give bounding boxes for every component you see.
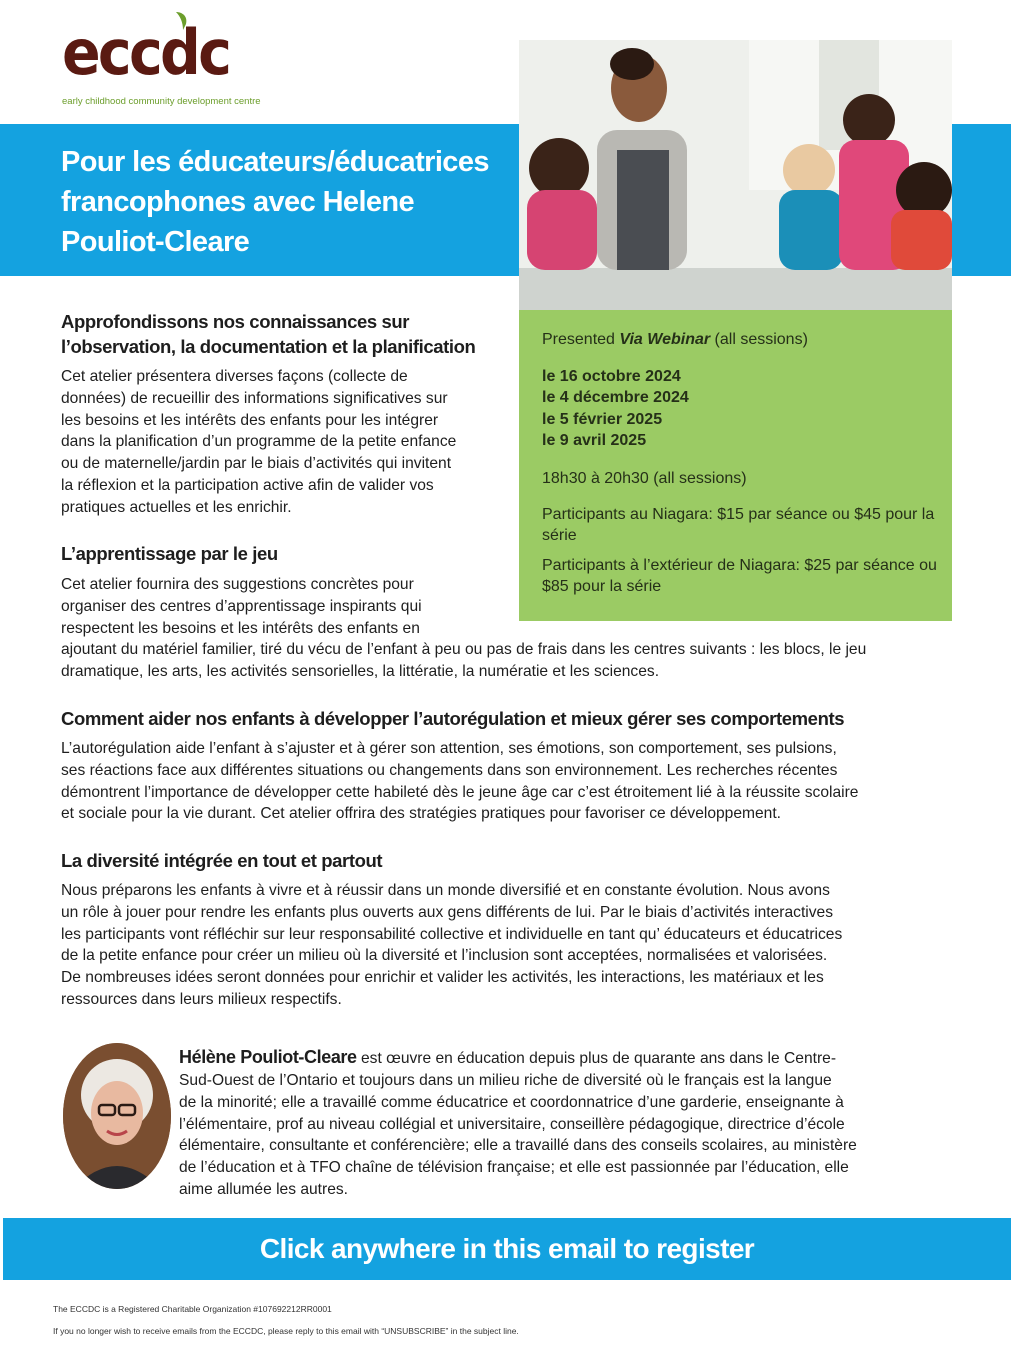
presented-prefix: Presented (542, 331, 620, 348)
presenter-portrait-illustration (63, 1043, 171, 1189)
body-line: de la petite enfance pour créer un milieu où la diversité et l’inclusion sont acceptées, normalisées et valorisées. (61, 947, 828, 965)
section-heading-observation (61, 309, 511, 359)
bio-line: de l’éducation et à TFO chaîne de télévision française; et elle est passionnée par l’éducation, elle (179, 1159, 849, 1177)
body-line: dramatique, les arts, les activités sensorielles, la littératie, la numératie et les sciences. (61, 663, 660, 681)
presenter-portrait (63, 1043, 171, 1189)
section-heading-play: L’apprentissage par le jeu (61, 543, 278, 564)
logo-wordmark: eccdc (62, 16, 230, 89)
body-line: et sociale pour la vie durant. Cet atelier offrira des stratégies pratiques pour favoriser ce développement. (61, 805, 782, 823)
section-body-diversity (61, 880, 961, 1011)
page-title: Pour les éducateurs/éducatrices francophones avec Helene Pouliot-Cleare (61, 146, 489, 258)
section-heading-diversity: La diversité intégrée en tout et partout (61, 850, 383, 871)
body-line: les participants vont réfléchir sur leur responsabilité collective et individuelle en tant qu’ éducateurs et éducatrices (61, 925, 843, 943)
footer-charity: The ECCDC is a Registered Charitable Organization #107692212RR0001 (53, 1304, 332, 1314)
body-line: De nombreuses idées seront données pour enrichir et valider les activités, les interactions, les matériaux et les (61, 969, 824, 987)
presented-via: Via Webinar (619, 331, 711, 348)
presented-suffix: (all sessions) (710, 331, 808, 348)
bio-line (179, 1045, 939, 1070)
session-date: le 9 avril 2025 (542, 432, 647, 449)
session-time: 18h30 à 20h30 (all sessions) (542, 470, 747, 487)
bio-line: élémentaire, consultante et conférencière; elle a travaillé dans des conseils scolaires, au ministère (179, 1137, 857, 1155)
bio-line: Sud-Ouest de l’Ontario et toujours dans un milieu riche de diversité où le français est la langue (179, 1072, 832, 1089)
section-heading-self-regulation: Comment aider nos enfants à développer l’autorégulation et mieux gérer ses comportements (61, 708, 845, 729)
section-body-self-regulation (61, 738, 961, 825)
body-line: la réflexion et la participation active afin de valider vos (61, 476, 434, 494)
bio-first-line: est œuvre en éducation depuis plus de quarante ans dans le Centre- (356, 1050, 837, 1067)
body-line: Nous préparons les enfants à vivre et à réussir dans un monde diversifié et en constante évolution. Nous avons (61, 882, 830, 899)
footer-unsubscribe: If you no longer wish to receive emails from the ECCDC, please reply to this email with “UNSUBSCRIBE” in the subject line. (53, 1326, 519, 1336)
body-line: Cet atelier présentera diverses façons (collecte de (61, 368, 408, 385)
body-line: démontrent l’importance de développer cette habileté dès le jeune âge car c’est étroitement lié à la réussite scolaire (61, 783, 859, 801)
body-line: ajoutant du matériel familier, tiré du vécu de l’enfant à peu ou pas de frais dans les centres suivants : les blocs, le jeu (61, 641, 867, 659)
body-line: données) de recueillir des informations significatives sur (61, 389, 448, 407)
bio-line: aime allumée les autres. (179, 1180, 349, 1198)
body-line: dans la planification d’un programme de la petite enfance (61, 433, 457, 451)
session-date: le 5 février 2025 (542, 411, 663, 428)
body-line: ressources dans leurs milieux respectifs. (61, 990, 342, 1008)
register-cta-banner[interactable] (3, 1218, 1011, 1280)
session-date: le 16 octobre 2024 (542, 368, 681, 385)
heading-line: l’observation, la documentation et la planification (61, 336, 476, 357)
body-line: un rôle à jouer pour rendre les enfants plus ouverts aux gens différents de lui. Par le biais d’activités interactives (61, 903, 834, 921)
teacher-children-illustration (519, 40, 952, 310)
presenter-name: Hélène Pouliot-Cleare (179, 1047, 357, 1067)
price-niagara: Participants au Niagara: $15 par séance ou $45 pour la série (542, 506, 935, 544)
section-body-play (61, 574, 961, 683)
body-line: pratiques actuelles et les enrichir. (61, 498, 292, 516)
section-body-observation (61, 366, 511, 519)
body-line: L’autorégulation aide l’enfant à s’ajuster et à gérer son attention, ses émotions, son comportement, ses pulsions, (61, 740, 837, 757)
presented-line (542, 329, 808, 350)
body-line: les besoins et les intérêts des enfants pour les intégrer (61, 411, 439, 429)
price-outside-niagara: Participants à l’extérieur de Niagara: $25 par séance ou $85 pour la série (542, 557, 937, 595)
body-line: ses réactions face aux différentes situations ou changements dans son environnement. Les recherches récentes (61, 761, 838, 779)
bio-line: l’élémentaire, prof au niveau collégial et universitaire, conseillère pédagogique, directrice d’école (179, 1115, 845, 1133)
session-date: le 4 décembre 2024 (542, 389, 689, 406)
presenter-bio (179, 1045, 939, 1201)
eccdc-logo[interactable] (62, 8, 302, 108)
heading-line: Approfondissons nos connaissances sur (61, 311, 410, 332)
body-line: ou de maternelle/jardin par le biais d’activités qui invitent (61, 455, 452, 473)
body-line: organiser des centres d’apprentissage inspirants qui (61, 597, 422, 615)
register-cta-text[interactable]: Click anywhere in this email to register (259, 1233, 755, 1264)
bio-line: de la minorité; elle a travaillé comme éducatrice et coordonnatrice d’une garderie, enseignante à (179, 1093, 844, 1111)
body-line: respectent les besoins et les intérêts des enfants en (61, 619, 420, 637)
classroom-photo (519, 40, 952, 310)
body-line: Cet atelier fournira des suggestions concrètes pour (61, 576, 414, 593)
logo-tagline: early childhood community development centre (62, 96, 261, 107)
